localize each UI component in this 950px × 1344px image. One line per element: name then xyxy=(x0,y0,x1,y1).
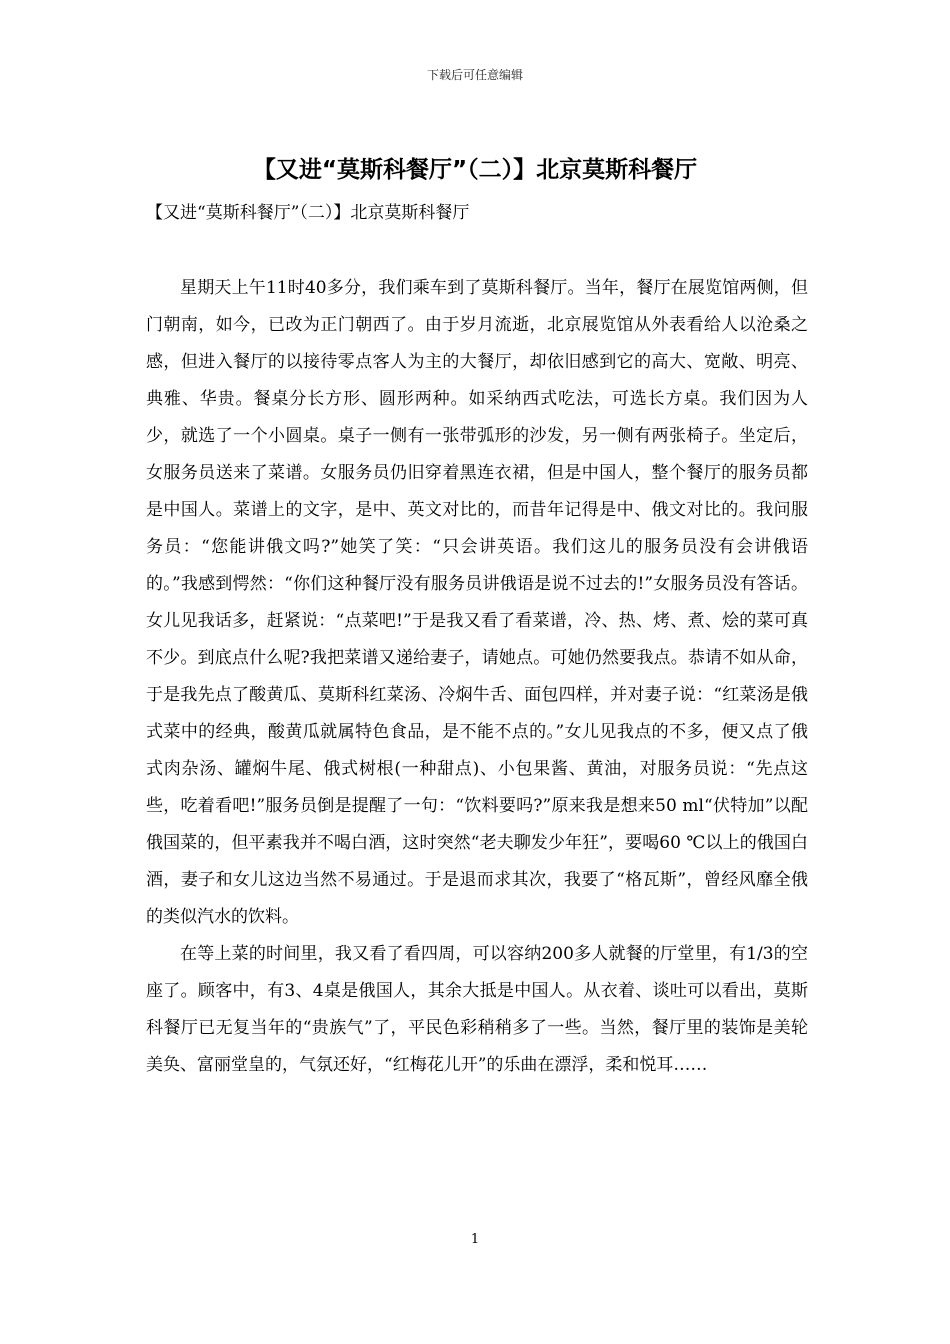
document-subtitle: 【又进“莫斯科餐厅”（二）】北京莫斯科餐厅 xyxy=(146,203,470,223)
header-note: 下载后可任意编辑 xyxy=(426,68,523,82)
page-number: 1 xyxy=(470,1232,480,1247)
article-body xyxy=(146,270,808,1084)
document-title: 【又进“莫斯科餐厅”（二）】北京莫斯科餐厅 xyxy=(252,157,698,183)
paragraph: 在等上菜的时间里，我又看了看四周，可以容纳200多人就餐的厅堂里，有1/3的空座了。顾客中，有3、4桌是俄国人，其余大抵是中国人。从衣着、谈吐可以看出，莫斯科餐厅已无复当年的“贵族气”了，平民色彩稍稍多了一些。当然，餐厅里的装饰是美轮美奂、富丽堂皇的，气氛还好，“红梅花儿开”的乐曲在漂浮，柔和悦耳…… xyxy=(146,944,808,1075)
paragraph: 星期天上午11时40多分，我们乘车到了莫斯科餐厅。当年，餐厅在展览馆两侧，但门朝南，如今，已改为正门朝西了。由于岁月流逝，北京展览馆从外表看给人以沧桑之感，但进入餐厅的以接待零点客人为主的大餐厅，却依旧感到它的高大、宽敞、明亮、典雅、华贵。餐桌分长方形、圆形两种。如采纳西式吃法，可选长方桌。我们因为人少，就选了一个小圆桌。桌子一侧有一张带弧形的沙发，另一侧有两张椅子。坐定后，女服务员送来了菜谱。女服务员仍旧穿着黑连衣裙，但是中国人，整个餐厅的服务员都是中国人。菜谱上的文字，是中、英文对比的，而昔年记得是中、俄文对比的。我问服务员：“您能讲俄文吗?”她笑了笑：“只会讲英语。我们这儿的服务员没有会讲俄语的。”我感到愕然：“你们这种餐厅没有服务员讲俄语是说不过去的!”女服务员没有答话。女儿见我话多，赶紧说：“点菜吧!”于是我又看了看菜谱，冷、热、烤、煮、烩的菜可真不少。到底点什么呢?我把菜谱又递给妻子，请她点。可她仍然要我点。恭请不如从命，于是我先点了酸黄瓜、莫斯科红菜汤、冷焖牛舌、面包四样，并对妻子说：“红菜汤是俄式菜中的经典，酸黄瓜就属特色食品，是不能不点的。”女儿见我点的不多，便又点了俄式肉杂汤、罐焖牛尾、俄式树根(一种甜点)、小包果酱、黄油，对服务员说：“先点这些，吃着看吧!”服务员倒是提醒了一句：“饮料要吗?”原来我是想来50 ml“伏特加”以配俄国菜的，但平素我并不喝白酒，这时突然“老夫聊发少年狂”，要喝60 ℃以上的俄国白酒，妻子和女儿这边当然不易通过。于是退而求其次，我要了“格瓦斯”，曾经风靡全俄的类似汽水的饮料。 xyxy=(146,278,808,927)
